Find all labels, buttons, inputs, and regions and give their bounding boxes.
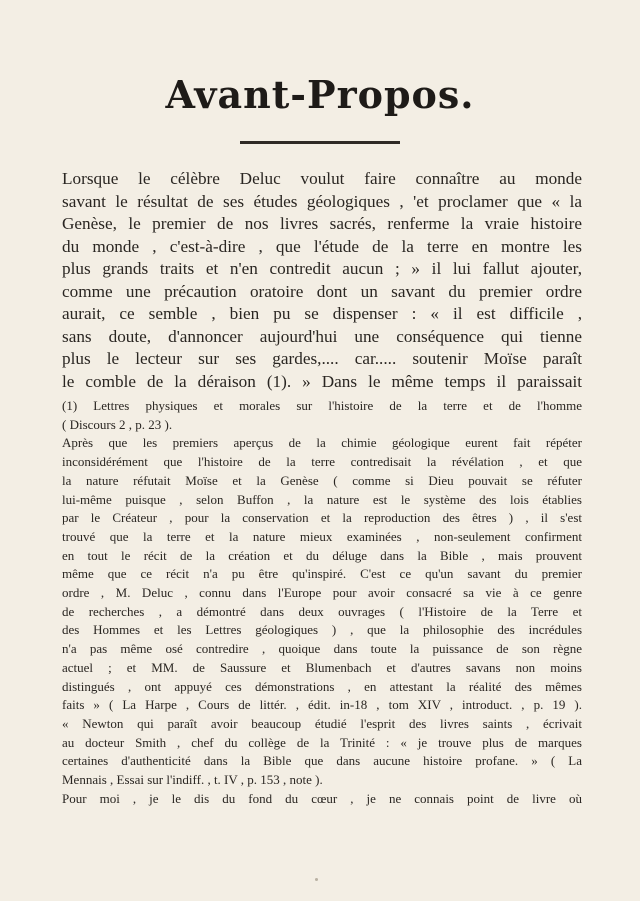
main-line: du monde , c'est-à-dire , que l'étude de la terre en montre les	[62, 236, 582, 256]
footnote-line: distingués , ont appuyé ces démonstrations , en attestant la réalité des mêmes	[62, 678, 582, 694]
footnote-line: par le Créateur , pour la conservation et la reproduction des êtres ) , il s'est	[62, 510, 582, 526]
footnote-line: Mennais , Essai sur l'indiff. , t. IV , p. 153 , note ).	[62, 772, 323, 788]
page-title: Avant-Propos.	[165, 72, 475, 117]
main-line: le comble de la déraison (1). » Dans le même temps il paraissait	[62, 371, 582, 391]
footnote-line: de recherches , a démontré dans deux ouvrages ( l'Histoire de la Terre et	[62, 603, 582, 619]
main-line: sans doute, d'annoncer aujourd'hui une conséquence qui tienne	[62, 326, 582, 346]
footnote-line: Pour moi , je le dis du fond du cœur , je ne connais point de livre où	[62, 790, 582, 806]
main-line: Genèse, le premier de nos livres sacrés, renferme la vraie histoire	[62, 214, 582, 233]
main-line: savant le résultat de ses études géologiques , 'et proclamer que « la	[62, 191, 582, 211]
main-text	[62, 168, 582, 393]
footnote-line: faits » ( La Harpe , Cours de littér. , édit. in-18 , tom XIV , introduct. , p. 19 ).	[62, 697, 582, 713]
main-line: plus grands traits et n'en contredit aucun ; » il lui fallut ajouter,	[62, 259, 582, 278]
footnote-line: même que ce récit n'a pu être qu'inspiré. C'est ce qu'un savant du premier	[62, 566, 582, 582]
page-speck	[315, 878, 318, 881]
footnote-line: ( Discours 2 , p. 23 ).	[62, 416, 173, 432]
main-line: comme une précaution oratoire dont un savant du premier ordre	[62, 281, 582, 301]
footnotes	[62, 397, 582, 808]
footnote-line: n'a pas même osé contredire , quoique dans toute la puissance de son règne	[62, 641, 582, 657]
footnote-line: actuel ; et MM. de Saussure et Blumenbach et d'autres savans non moins	[62, 659, 582, 675]
footnote-line: « Newton qui paraît avoir beaucoup étudié l'esprit des livres saints , écrivait	[62, 715, 582, 731]
footnote-line: au docteur Smith , chef du collège de la Trinité : « je trouve plus de marques	[62, 734, 582, 750]
footnote-line: en tout le récit de la création et du déluge dans la Bible , mais prouvent	[62, 547, 582, 563]
footnote-line: trouvé que la terre et la nature mieux examinées , non-seulement confirment	[62, 528, 582, 544]
footnote-line: la nature réfutait Moïse et la Genèse ( comme si Dieu pouvait se réfuter	[62, 472, 582, 488]
main-line: plus le lecteur sur ses gardes,.... car..... soutenir Moïse paraît	[62, 349, 582, 368]
footnote-line: certaines d'authenticité dans la Bible que dans aucune histoire profane. » ( La	[62, 753, 582, 769]
main-line: aurait, ce semble , bien pu se dispenser : « il est difficile ,	[62, 304, 582, 323]
footnote-line: (1) Lettres physiques et morales sur l'histoire de la terre et de l'homme	[62, 398, 582, 413]
footnote-line: lui-même puisque , selon Buffon , la nature est le système des lois établies	[62, 491, 582, 507]
footnote-line: Après que les premiers aperçus de la chimie géologique eurent fait répéter	[62, 435, 582, 451]
footnote-line: inconsidérément que l'histoire de la terre contredisait la révélation , et que	[62, 454, 582, 470]
main-line: Lorsque le célèbre Deluc voulut faire connaître au monde	[62, 169, 582, 188]
footnote-line: ordre , M. Deluc , connu dans l'Europe pour avoir consacré sa vie à ce genre	[62, 585, 582, 601]
title-rule	[240, 141, 400, 144]
footnote-line: des Hommes et les Lettres géologiques ) , que la philosophie des incrédules	[62, 622, 582, 638]
